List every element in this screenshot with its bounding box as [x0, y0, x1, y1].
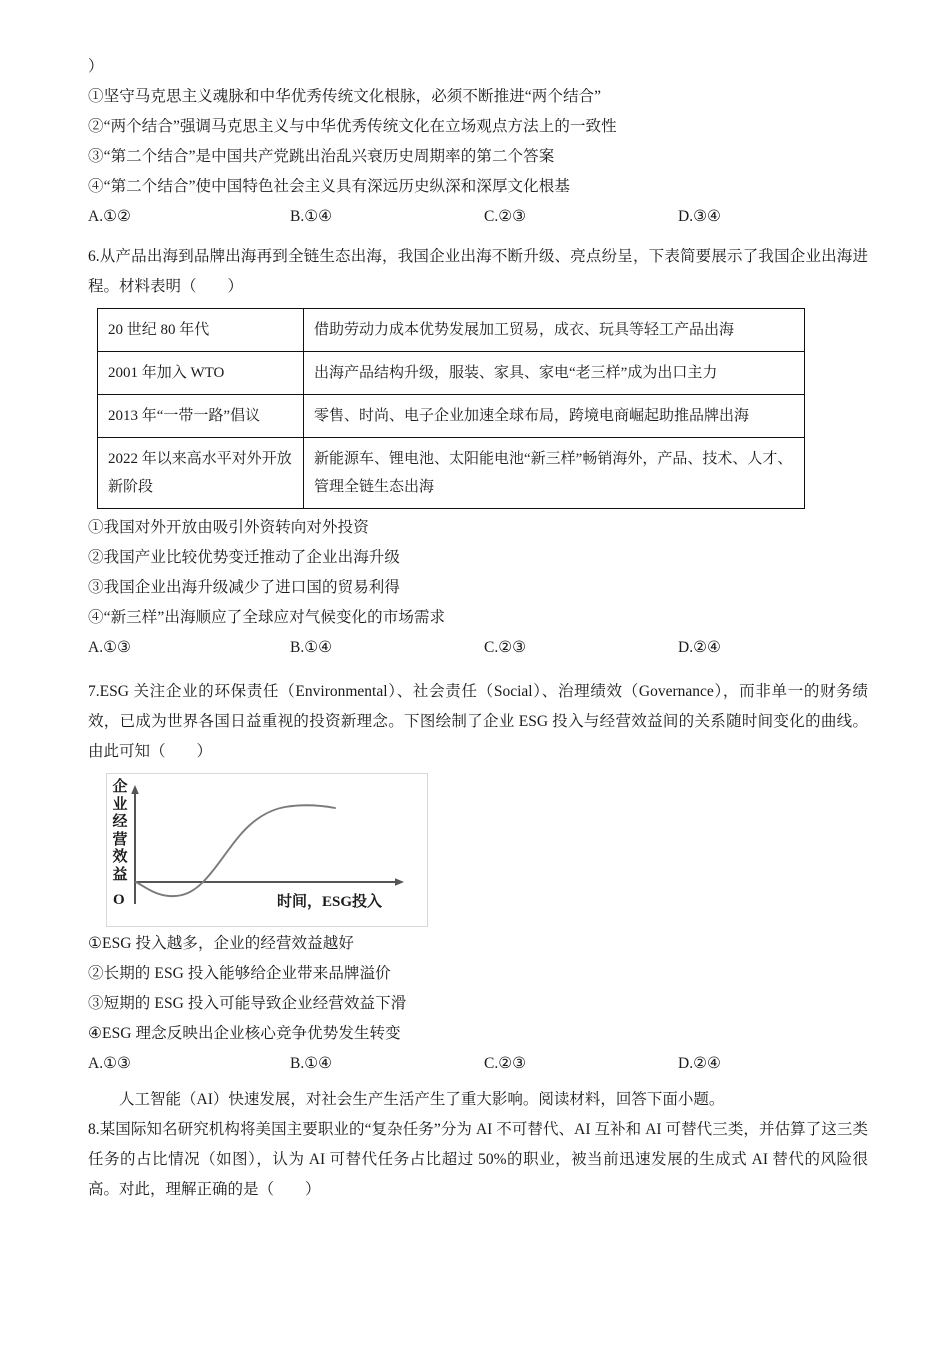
table-cell-period: 2001 年加入 WTO: [98, 352, 304, 395]
q6-option-a[interactable]: A.①③: [88, 639, 131, 656]
table-cell-description: 借助劳动力成本优势发展加工贸易，成衣、玩具等轻工产品出海: [304, 309, 805, 352]
table-cell-period: 2013 年“一带一路”倡议: [98, 395, 304, 438]
q6-material-table: [97, 308, 805, 509]
table-row: [98, 309, 805, 352]
q5-option-d[interactable]: D.③④: [678, 208, 721, 225]
q5-statement-2: ②“两个结合”强调马克思主义与中华优秀传统文化在立场观点方法上的一致性: [88, 118, 617, 135]
q7-stem: 7.ESG 关注企业的环保责任（Environmental）、社会责任（Social）、治理绩效（Governance），而非单一的财务绩效，已成为世界各国日益重视的投资新理念。下图绘制了企业 ESG 投入与经营效益间的关系随时间变化的曲线。由此可知（ ）: [88, 683, 868, 760]
q7-statement-1: ①ESG 投入越多，企业的经营效益越好: [88, 935, 354, 952]
ai-material-intro: 人工智能（AI）快速发展，对社会生产生活产生了重大影响。阅读材料，回答下面小题。: [119, 1091, 725, 1108]
q7-option-b[interactable]: B.①④: [290, 1055, 333, 1072]
q5-statement-1: ①坚守马克思主义魂脉和中华优秀传统文化根脉，必须不断推进“两个结合”: [88, 88, 602, 105]
chart-y-axis-label: 企 业 经 营 效 益: [112, 779, 128, 883]
q6-table-wrap: [97, 308, 793, 509]
q6-statement-2: ②我国产业比较优势变迁推动了企业出海升级: [88, 549, 401, 566]
chart-y-axis-arrow: [131, 785, 139, 794]
table-cell-period: 20 世纪 80 年代: [98, 309, 304, 352]
chart-origin-label: O: [113, 892, 125, 908]
q6-statement-3: ③我国企业出海升级减少了进口国的贸易利得: [88, 579, 401, 596]
q5-statement-3: ③“第二个结合”是中国共产党跳出治乱兴衰历史周期率的第二个答案: [88, 148, 555, 165]
q5-statement-4: ④“第二个结合”使中国特色社会主义具有深远历史纵深和深厚文化根基: [88, 178, 570, 195]
q5-close-paren: ）: [88, 58, 104, 75]
q8-stem: 8.某国际知名研究机构将美国主要职业的“复杂任务”分为 AI 不可替代、AI 互补和 AI 可替代三类，并估算了这三类任务的占比情况（如图），认为 AI 可替代任务占比超过 50%的职业，被当前迅速发展的生成式 AI 替代的风险很高。对此，理解正确的是（ ）: [88, 1121, 868, 1198]
q7-statement-4: ④ESG 理念反映出企业核心竞争优势发生转变: [88, 1025, 401, 1042]
table-cell-period: 2022 年以来高水平对外开放新阶段: [98, 438, 304, 509]
q6-stem: 6.从产品出海到品牌出海再到全链生态出海，我国企业出海不断升级、亮点纷呈，下表简要展示了我国企业出海进程。材料表明（ ）: [88, 248, 868, 295]
table-row: [98, 395, 805, 438]
table-row: [98, 438, 805, 509]
q6-statement-4: ④“新三样”出海顺应了全球应对气候变化的市场需求: [88, 609, 446, 626]
q5-option-a[interactable]: A.①②: [88, 208, 131, 225]
table-row: [98, 352, 805, 395]
q7-options: [88, 1049, 868, 1079]
q6-statement-1: ①我国对外开放由吸引外资转向对外投资: [88, 519, 369, 536]
q6-option-d[interactable]: D.②④: [678, 639, 721, 656]
q7-option-c[interactable]: C.②③: [484, 1055, 527, 1072]
q7-option-a[interactable]: A.①③: [88, 1055, 131, 1072]
esg-curve-figure: [106, 773, 428, 927]
table-cell-description: 出海产品结构升级，服装、家具、家电“老三样”成为出口主力: [304, 352, 805, 395]
q7-option-d[interactable]: D.②④: [678, 1055, 721, 1072]
q5-options: [88, 202, 868, 232]
page-content: [88, 52, 868, 1205]
table-cell-description: 新能源车、锂电池、太阳能电池“新三样”畅销海外，产品、技术、人才、管理全链生态出海: [304, 438, 805, 509]
table-cell-description: 零售、时尚、电子企业加速全球布局，跨境电商崛起助推品牌出海: [304, 395, 805, 438]
q7-statement-3: ③短期的 ESG 投入可能导致企业经营效益下滑: [88, 995, 407, 1012]
q6-options: [88, 633, 868, 663]
q6-option-b[interactable]: B.①④: [290, 639, 333, 656]
chart-x-axis-label: 时间，ESG投入: [277, 894, 383, 910]
q7-statement-2: ②长期的 ESG 投入能够给企业带来品牌溢价: [88, 965, 391, 982]
q6-option-c[interactable]: C.②③: [484, 639, 527, 656]
q5-option-b[interactable]: B.①④: [290, 208, 333, 225]
q5-option-c[interactable]: C.②③: [484, 208, 527, 225]
chart-x-axis-arrow: [395, 878, 404, 886]
